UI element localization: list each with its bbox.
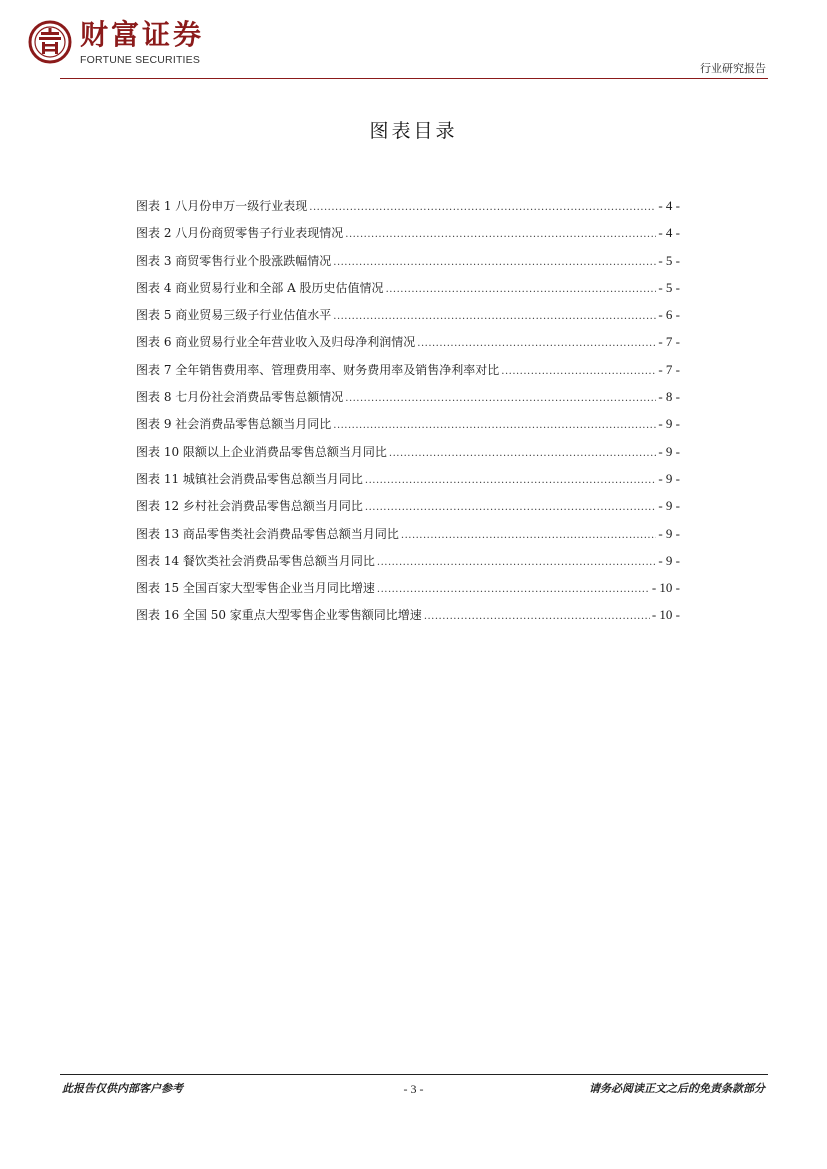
toc-entry[interactable] (136, 301, 680, 328)
toc-entry-title: 图表 13 商品零售类社会消费品零售总额当月同比 (136, 526, 399, 541)
brand-name-en: FORTUNE SECURITIES (80, 54, 201, 66)
toc-entry[interactable] (136, 328, 680, 355)
toc-entry[interactable] (136, 601, 680, 628)
toc-entry-page: - 4 - (658, 225, 680, 241)
toc-entry[interactable] (136, 192, 680, 219)
toc-entry-title: 图表 5 商业贸易三级子行业估值水平 (136, 308, 332, 323)
toc-entry-page: - 9 - (658, 416, 680, 432)
toc-entry-title: 图表 10 限额以上企业消费品零售总额当月同比 (136, 444, 387, 459)
toc-dot-leader (333, 412, 656, 439)
footer-divider (60, 1074, 768, 1075)
toc-entry-title: 图表 11 城镇社会消费品零售总额当月同比 (136, 471, 363, 486)
toc-dot-leader (501, 358, 656, 385)
toc-entry[interactable] (136, 219, 680, 246)
toc-dot-leader (386, 276, 657, 303)
toc-entry-title: 图表 3 商贸零售行业个股涨跌幅情况 (136, 253, 332, 268)
toc-entry[interactable] (136, 410, 680, 437)
report-type-label: 行业研究报告 (700, 62, 766, 75)
toc-entry[interactable] (136, 383, 680, 410)
toc-dot-leader (365, 467, 656, 494)
toc-dot-leader (365, 494, 656, 521)
toc-entry-page: - 8 - (658, 389, 680, 405)
toc-entry-page: - 5 - (658, 279, 680, 295)
toc-entry-page: - 9 - (658, 525, 680, 541)
toc-entry[interactable] (136, 465, 680, 492)
toc-dot-leader (345, 385, 656, 412)
figure-toc-list (136, 192, 680, 629)
toc-entry[interactable] (136, 574, 680, 601)
toc-dot-leader (333, 303, 656, 330)
toc-entry-title: 图表 12 乡村社会消费品零售总额当月同比 (136, 499, 363, 514)
toc-entry[interactable] (136, 274, 680, 301)
toc-title: 图表目录 (369, 120, 458, 142)
toc-entry-title: 图表 1 八月份申万一级行业表现 (136, 199, 308, 213)
toc-entry-page: - 5 - (658, 252, 680, 268)
toc-entry-title: 图表 15 全国百家大型零售企业当月同比增速 (136, 581, 375, 596)
footer-disclaimer-left: 此报告仅供内部客户参考 (62, 1082, 183, 1095)
toc-entry-page: - 10 - (651, 607, 680, 623)
toc-entry-title: 图表 16 全国 50 家重点大型零售企业零售额同比增速 (136, 608, 422, 623)
toc-entry-page: - 10 - (651, 580, 680, 596)
toc-dot-leader (345, 221, 656, 248)
toc-entry-title: 图表 9 社会消费品零售总额当月同比 (136, 417, 332, 432)
toc-entry-page: - 9 - (658, 552, 680, 568)
brand-name-cn: 财富证券 (80, 18, 205, 51)
toc-entry-title: 图表 6 商业贸易行业全年营业收入及归母净利润情况 (136, 335, 416, 350)
toc-entry[interactable] (136, 247, 680, 274)
toc-entry[interactable] (136, 520, 680, 547)
toc-entry-title: 图表 4 商业贸易行业和全部 A 股历史估值情况 (136, 280, 384, 295)
toc-entry-page: - 9 - (658, 443, 680, 459)
toc-entry[interactable] (136, 492, 680, 519)
toc-entry-title: 图表 7 全年销售费用率、管理费用率、财务费用率及销售净利率对比 (136, 362, 500, 377)
toc-entry-page: - 9 - (658, 470, 680, 486)
toc-entry[interactable] (136, 356, 680, 383)
toc-entry-title: 图表 2 八月份商贸零售子行业表现情况 (136, 226, 344, 241)
toc-dot-leader (417, 330, 656, 357)
toc-entry[interactable] (136, 438, 680, 465)
toc-entry-title: 图表 14 餐饮类社会消费品零售总额当月同比 (136, 553, 375, 568)
toc-dot-leader (401, 522, 656, 549)
header-divider (60, 78, 768, 79)
toc-dot-leader (309, 194, 656, 221)
fortune-securities-logo-icon (28, 20, 72, 64)
toc-entry-page: - 7 - (658, 361, 680, 377)
footer-page-number: - 3 - (403, 1082, 424, 1096)
toc-dot-leader (377, 549, 656, 576)
toc-entry-title: 图表 8 七月份社会消费品零售总额情况 (136, 390, 344, 405)
toc-entry-page: - 9 - (658, 498, 680, 514)
toc-entry[interactable] (136, 547, 680, 574)
toc-dot-leader (424, 603, 650, 630)
toc-entry-page: - 4 - (658, 198, 680, 213)
toc-dot-leader (377, 576, 650, 603)
toc-dot-leader (389, 440, 656, 467)
toc-entry-page: - 6 - (658, 307, 680, 323)
footer-disclaimer-right: 请务必阅读正文之后的免责条款部分 (589, 1082, 765, 1095)
toc-dot-leader (333, 249, 656, 276)
page-header (0, 0, 827, 80)
toc-entry-page: - 7 - (658, 334, 680, 350)
